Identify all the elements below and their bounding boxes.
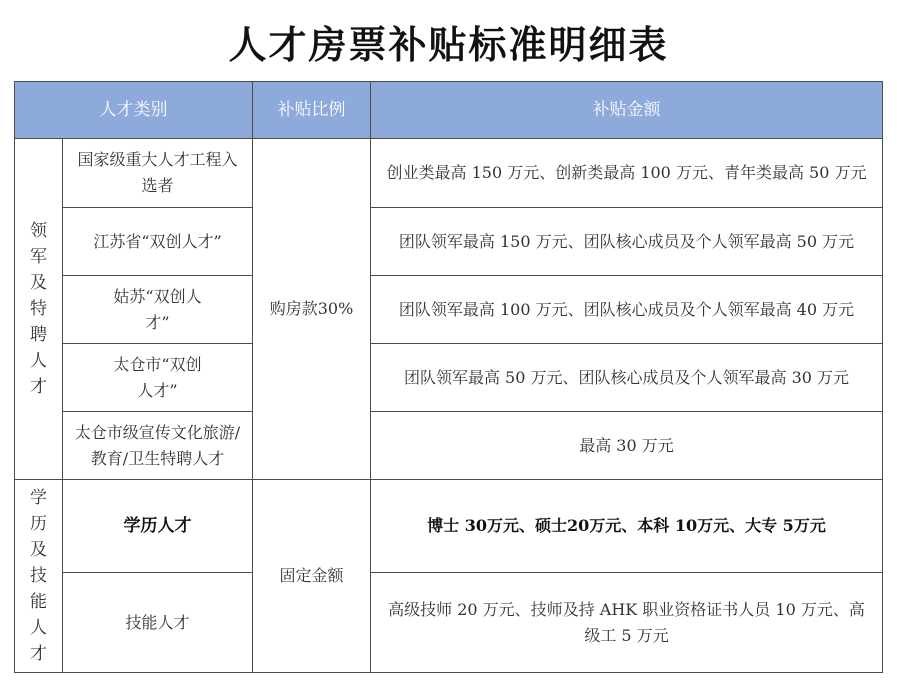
amount-cell: 团队领军最高 50 万元、团队核心成员及个人领军最高 30 万元 [371, 344, 883, 412]
amount-cell: 博士 30万元、硕士20万元、本科 10万元、大专 5万元 [371, 480, 883, 573]
table-row [15, 139, 883, 208]
table-row [15, 412, 883, 480]
amount-cell: 团队领军最高 150 万元、团队核心成员及个人领军最高 50 万元 [371, 208, 883, 276]
table-row [15, 276, 883, 344]
table-row [15, 208, 883, 276]
subcategory-cell: 国家级重大人才工程入选者 [63, 139, 253, 208]
subcategory-cell: 姑苏“双创人才” [63, 276, 253, 344]
amount-cell: 团队领军最高 100 万元、团队核心成员及个人领军最高 40 万元 [371, 276, 883, 344]
header-category: 人才类别 [15, 82, 253, 139]
subcategory-cell: 太仓市级宣传文化旅游/教育/卫生特聘人才 [63, 412, 253, 480]
amount-cell: 创业类最高 150 万元、创新类最高 100 万元、青年类最高 50 万元 [371, 139, 883, 208]
group-label-skills: 学历及技能人才 [15, 480, 63, 673]
ratio-cell-fixed: 固定金额 [253, 480, 371, 673]
amount-cell: 高级技师 20 万元、技师及持 AHK 职业资格证书人员 10 万元、高级工 5 万元 [371, 573, 883, 673]
table-row [15, 480, 883, 573]
header-row [15, 82, 883, 139]
table-row [15, 573, 883, 673]
subcategory-cell: 技能人才 [63, 573, 253, 673]
group-label-leading: 领军及特聘人才 [15, 139, 63, 480]
header-ratio: 补贴比例 [253, 82, 371, 139]
page-title: 人才房票补贴标准明细表 [228, 23, 669, 67]
subcategory-cell: 学历人才 [63, 480, 253, 573]
subcategory-cell: 太仓市“双创人才” [63, 344, 253, 412]
table-row [15, 344, 883, 412]
ratio-cell-leading: 购房款30% [253, 139, 371, 480]
subsidy-table [14, 81, 883, 673]
subcategory-cell: 江苏省“双创人才” [63, 208, 253, 276]
header-amount: 补贴金额 [371, 82, 883, 139]
amount-cell: 最高 30 万元 [371, 412, 883, 480]
